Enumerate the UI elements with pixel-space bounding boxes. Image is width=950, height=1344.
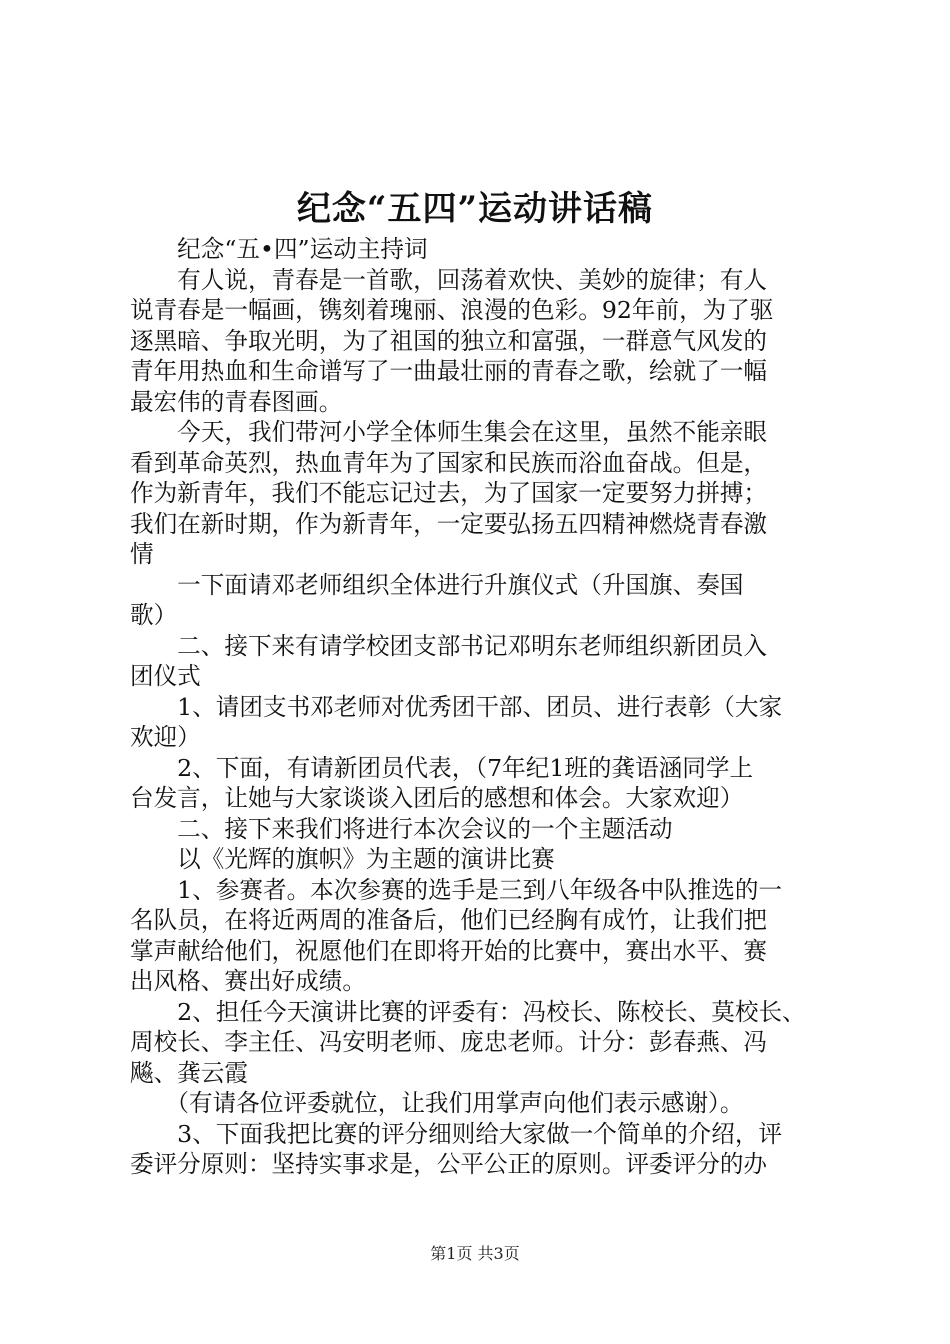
body-line: 2、担任今天演讲比赛的评委有：冯校长、陈校长、莫校长、 [130,997,806,1026]
body-line: 欢迎） [130,723,201,751]
body-line: 飚、龚云霞 [130,1058,248,1087]
body-line: 1、请团支书邓老师对优秀团干部、团员、进行表彰（大家 [130,692,783,721]
body-line: 以《光辉的旗帜》为主题的演讲比赛 [130,845,555,873]
body-line: 逐黑暗、争取光明，为了祖国的独立和富强，一群意气风发的 [130,326,768,355]
body-line: 团仪式 [130,662,201,690]
body-line: 台发言，让她与大家谈谈入团后的感想和体会。大家欢迎） [130,784,744,812]
body-line: 2、下面，有请新团员代表，（7年纪1班的龚语涵同学上 [130,753,754,782]
body-line: 名队员，在将近两周的准备后，他们已经胸有成竹，让我们把 [130,906,768,934]
body-line: 有人说，青春是一首歌，回荡着欢快、美妙的旋律；有人 [130,265,768,294]
body-line: 1、参赛者。本次参赛的选手是三到八年级各中队推选的一 [130,875,783,904]
body-line: 我们在新时期，作为新青年，一定要弘扬五四精神燃烧青春激 [130,509,768,538]
page-footer: 第1页 共3页 [430,1244,520,1263]
body-line: 出风格、赛出好成绩。 [130,967,366,995]
body-line: 一下面请邓老师组织全体进行升旗仪式（升国旗、奏国 [130,570,744,599]
body-line: 说青春是一幅画，镌刻着瑰丽、浪漫的色彩。92年前，为了驱 [130,296,774,324]
body-line: 最宏伟的青春图画。 [130,387,343,416]
body-line: 看到革命英烈，热血青年为了国家和民族而浴血奋战。但是， [130,448,768,477]
document-body [130,234,840,1180]
body-line: 今天，我们带河小学全体师生集会在这里，虽然不能亲眼 [130,418,768,446]
body-line: 掌声献给他们，祝愿他们在即将开始的比赛中，赛出水平、赛 [130,936,768,965]
body-line: 二、接下来有请学校团支部书记邓明东老师组织新团员入 [130,631,768,660]
body-line: 青年用热血和生命谱写了一曲最壮丽的青春之歌，绘就了一幅 [130,357,768,385]
document-title: 纪念“五四”运动讲话稿 [296,189,654,229]
body-line: （有请各位评委就位，让我们用掌声向他们表示感谢）。 [130,1089,744,1117]
body-line: 纪念“五•四”运动主持词 [130,235,428,263]
body-line: 3、下面我把比赛的评分细则给大家做一个简单的介绍，评 [130,1119,783,1148]
body-line: 情 [130,540,154,568]
body-line: 作为新青年，我们不能忘记过去，为了国家一定要努力拼搏； [130,479,768,507]
body-line: 歌） [130,601,178,629]
body-line: 委评分原则：坚持实事求是，公平公正的原则。评委评分的办 [130,1150,768,1178]
body-line: 二、接下来我们将进行本次会议的一个主题活动 [130,814,673,843]
body-line: 周校长、李主任、冯安明老师、庞忠老师。计分：彭春燕、冯 [130,1028,768,1056]
